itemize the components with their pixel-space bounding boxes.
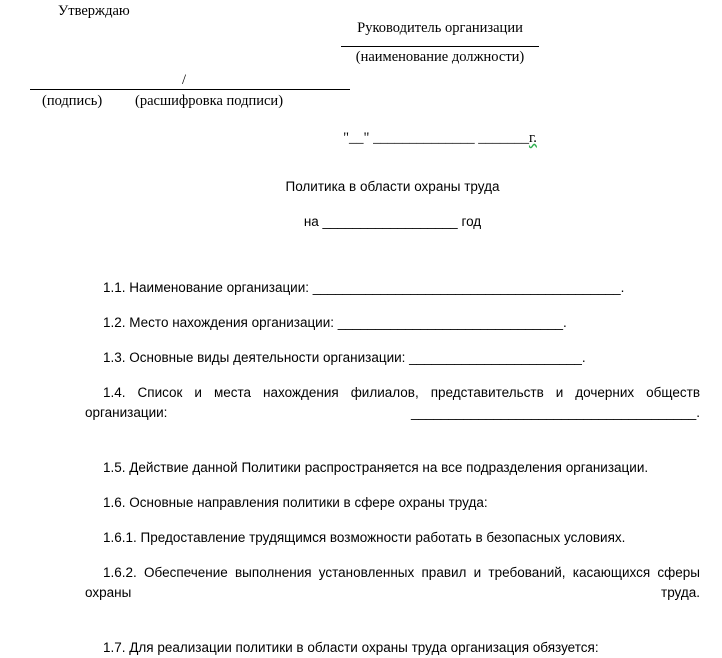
document-title: Политика в области охраны труда <box>285 179 500 194</box>
paragraph-1-2: 1.2. Место нахождения организации: ______________________________. <box>103 315 567 330</box>
approval-label: Утверждаю <box>58 3 130 19</box>
date-year-abbrev: г. <box>528 130 537 146</box>
paragraph-1-7: 1.7. Для реализации политики в области охраны труда организация обязуется: <box>103 640 599 655</box>
signatory-block <box>170 0 710 67</box>
signature-captions <box>30 91 540 111</box>
slash-separator: / <box>182 72 187 88</box>
position-caption: (наименование должности) <box>355 49 525 65</box>
transcript-caption: (расшифровка подписи) <box>135 93 284 109</box>
paragraph-1-6: 1.6. Основные направления политики в сфере охраны труда: <box>103 495 488 510</box>
document-year-line: на __________________ год <box>303 214 482 229</box>
date-blanks: "__" ______________ _______ <box>343 130 529 146</box>
signature-rule-line <box>30 89 350 90</box>
paragraph-1-3: 1.3. Основные виды деятельности организации: _______________________. <box>103 350 586 365</box>
position-rule-line <box>341 46 539 47</box>
signature-caption: (подпись) <box>42 93 103 109</box>
paragraph-1-1: 1.1. Наименование организации: _________________________________________. <box>103 280 625 295</box>
position-rule-row <box>170 46 710 47</box>
paragraph-1-5: 1.5. Действие данной Политики распространяется на все подразделения организации. <box>103 460 649 475</box>
signatory-position-title: Руководитель организации <box>357 20 523 36</box>
paragraph-1-4: 1.4. Список и места нахождения филиалов, представительств и дочерних обществ организации: ______________________________________. <box>85 385 700 420</box>
paragraph-1-6-1: 1.6.1. Предоставление трудящимся возможности работать в безопасных условиях. <box>103 530 626 545</box>
date-line <box>170 128 710 148</box>
signature-area <box>30 72 540 111</box>
slash-row <box>30 72 540 89</box>
document-body <box>85 278 700 658</box>
paragraph-1-6-2: 1.6.2. Обеспечение выполнения установленных правил и требований, касающихся сферы охраны труда. <box>85 565 700 600</box>
